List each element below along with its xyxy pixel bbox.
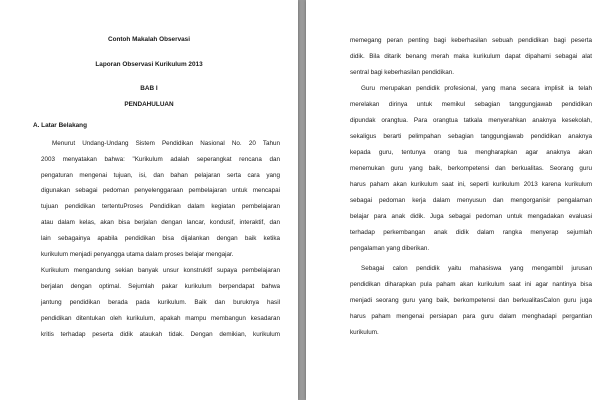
paragraph-line: kurikulum menjadi penyangga utama dalam proses belajar mengajar. — [41, 251, 234, 258]
paragraph-line: 2003 menyatakan bahwa: "Kurikulum adalah seperangkat rencana dan — [41, 156, 280, 163]
chapter-title: PENDAHULUAN — [124, 101, 174, 108]
paragraph-line: tujuan pendidikan tertentuProses Pendidikan dalam kegiatan pembelajaran — [41, 203, 280, 210]
paragraph-line: sebagai pedoman kerja dalam menyusun dan mengorganisir pengalaman — [350, 197, 592, 204]
paragraph-line: Sebagai calon pendidik yaitu mahasiswa yang mengambil jurusan — [361, 265, 592, 272]
paragraph-line: lain sebagainya apabila pendidikan bisa dijalankan dengan baik ketika — [41, 235, 280, 242]
document-page-right — [306, 0, 610, 400]
paragraph-line: pendidikan ditentukan oleh kurikulum, apakah mampu membangun kesadaran — [41, 315, 280, 322]
paragraph-line: kurikulum. — [350, 329, 379, 336]
paragraph-line: Menurut Undang-Undang Sistem Pendidikan Nasional No. 20 Tahun — [52, 140, 280, 147]
paragraph-line: Kurikulum mengandung sekian banyak unsur konstruktif supaya pembelajaran — [41, 267, 280, 274]
paragraph-line: Guru merupakan pendidik profesional, yang mana secara implisit ia telah — [361, 85, 592, 92]
paragraph-line: pendidikan diharapkan pula paham akan kurikulum saat ini agar nantinya bisa — [350, 281, 592, 288]
paragraph-line: atau dalam kelas, akan bisa berjalan dengan lancar, kondusif, interaktif, dan — [41, 219, 280, 226]
paragraph-line: pengaturan mengenai tujuan, isi, dan bahan pelajaran serta cara yang — [41, 172, 280, 179]
paragraph-line: harus paham mengenai persiapan para guru dalam menghadapi pergantian — [350, 313, 592, 320]
paragraph-line: sekaligus berarti pelimpahan sebagian tanggungjawab pendidikan anaknya — [350, 133, 592, 140]
paragraph-line: kritis terhadap peserta didik ataukah tidak. Dengan demikian, kurikulum — [41, 331, 280, 338]
chapter-number: BAB I — [140, 85, 158, 92]
document-title: Contoh Makalah Observasi — [107, 36, 191, 43]
paragraph-line: menjadi seorang guru yang baik, berkompetensi dan berkualitasCalon guru juga — [350, 297, 592, 304]
paragraph-line: kepada guru, tentunya orang tua mengharapkan agar anaknya akan — [350, 149, 592, 156]
page-content — [306, 0, 610, 400]
section-heading: A. Latar Belakang — [33, 122, 87, 129]
document-subtitle: Laporan Observasi Kurikulum 2013 — [95, 61, 203, 68]
document-page-left — [0, 0, 298, 400]
paragraph-line: digunakan sebagai pedoman penyelenggaraan pembelajaran untuk mencapai — [41, 187, 280, 194]
paragraph-line: harus paham akan kurikulum saat ini, seperti kurikulum 2013 karena kurikulum — [350, 181, 592, 188]
page-content — [0, 0, 298, 400]
paragraph-line: menemukan guru yang baik, berkompetensi dan berkualitas. Seorang guru — [350, 165, 592, 172]
paragraph-line: terhadap perkembangan anak didik dalam rangka menyerap sejumlah — [350, 229, 592, 236]
paragraph-line: dipundak orangtua. Para orangtua tatkala menyerahkan anaknya kesekolah, — [350, 117, 592, 124]
paragraph-line: pengalaman yang diberikan. — [350, 245, 430, 252]
paragraph-line: jantung pendidikan berada pada kurikulum. Baik dan buruknya hasil — [41, 299, 280, 306]
paragraph-line: belajar para anak didik. Juga sebagai pedoman untuk mengadakan evaluasi — [350, 213, 592, 220]
paragraph-line: didik. Bila ditarik benang merah maka kurikulum dapat dipahami sebagai alat — [350, 53, 592, 60]
paragraph-line: berjalan dengan optimal. Sejumlah pakar kurikulum berpendapat bahwa — [41, 283, 280, 290]
paragraph-line: memegang peran penting bagi keberhasilan sebuah pendidikan bagi peserta — [350, 37, 592, 44]
paragraph-line: merelakan dirinya untuk memikul sebagian tanggungjawab pendidikan — [350, 101, 592, 108]
paragraph-line: sentral bagi keberhasilan pendidikan. — [350, 69, 454, 76]
